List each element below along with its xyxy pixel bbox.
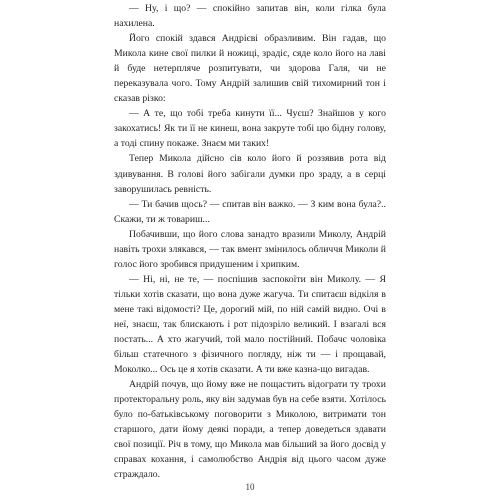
paragraph: — Ну, і що? — спокійно запитав він, коли гілка була нахилена. [114,3,386,30]
paragraph: — Ні, ні, не те, — поспішив заспокоїти він Миколу. — Я тільки хотів сказати, що вона дуже жагуча. Ти спитаєш відкіля в мене такі відомості? Це, дорогий мій, по ній самій видно. Очі в неї, знаєш, так блискають і рот підозріло великий. І взагалі вся постать... А хто жагучий, той мало постійний. Побачє чоловіка більш статечного з фізичного погляду, ніж ти — і прощавай, Моколко... Ось це я хотів сказати. А ти вже казна-що вигадав. [114,273,386,376]
paragraph: Тепер Микола дійсно сів коло його й роззявив рота від здивування. В голові його забігали думки про зраду, а в серці заворушилась ревність. [114,153,386,195]
body-text [114,1,386,483]
paragraph: — Ти бачив щось? — спитав він важко. — З ким вона була?.. Скажи, ти ж товариш... [114,198,386,225]
paragraph: — А те, що тобі треба кинути її... Чуєш? Знайшов у кого закохатись! Як ти її не кинеш, вона закруте тобі цю бідну голову, а тоді спину покаже. Знаєм ми таких! [114,108,386,150]
paragraph: Побачивши, що його слова занадто вразили Миколу, Андрій навіть трохи злякався, — так вмент змінилось обличчя Миколи й голос його зробився придушеним і хрипким. [114,228,386,270]
paragraph: Андрій почув, що йому вже не пощастить відограти ту трохи протекторальну роль, яку він задумав був на себе взяти. Хотілось було по-батьківському поговорити з Миколою, витримати тон старшого, дати йому деякі поради, а тепер доведеться здавати свої позиції. Річ в тому, що Микола мав більший за його досвід у справах кохання, і самолюбство Андрія від цього часом дуже страждало. [114,379,386,481]
paragraph: Його спокій здався Андрієві образливим. Він гадав, що Микола кине свої пилки й ножиці, зрадіє, сяде коло його на лаві й буде нетерпляче розпитувати, чи здорова Галя, чи не переказувала чого. Тому Андрій залишив свій тихомирний тон і сказав різко: [114,33,386,105]
page-number: 10 [245,482,255,492]
